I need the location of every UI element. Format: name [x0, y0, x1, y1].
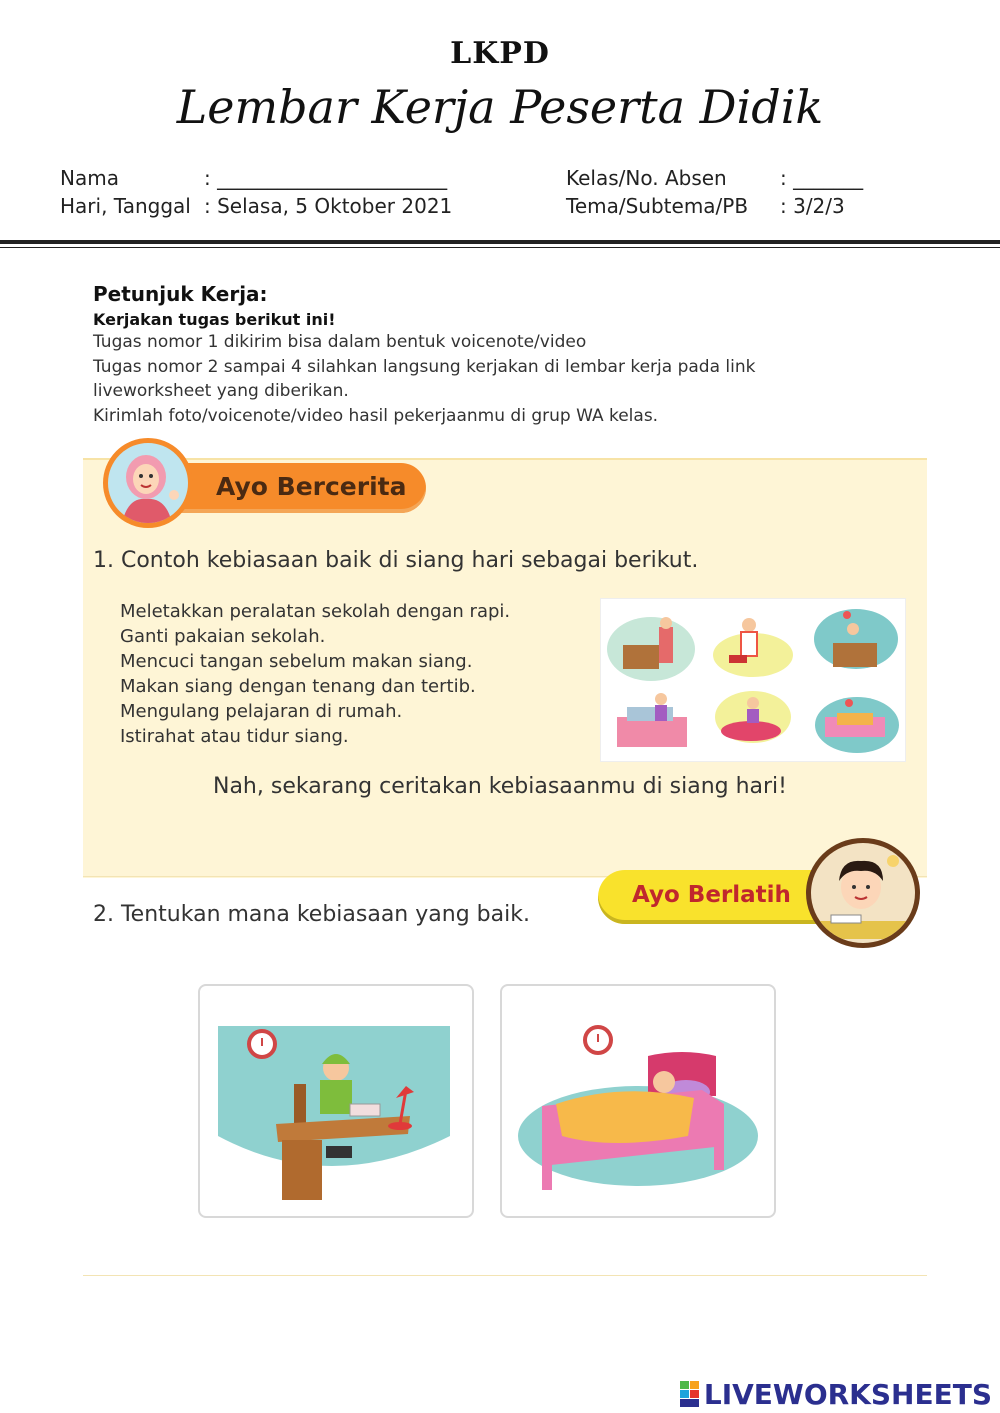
liveworksheets-logo-icon [680, 1381, 700, 1407]
kelas-field[interactable]: : _______ [780, 166, 864, 190]
petunjuk-bold-line: Kerjakan tugas berikut ini! [93, 310, 336, 329]
petunjuk-line: Tugas nomor 2 sampai 4 silahkan langsung kerjakan di lembar kerja pada link [93, 357, 756, 377]
header-divider [0, 240, 1000, 244]
header-divider-thin [0, 247, 1000, 248]
nama-label: Nama [60, 166, 119, 190]
liveworksheets-logo[interactable] [680, 1378, 992, 1411]
tema-label: Tema/Subtema/PB [566, 194, 749, 218]
hari-label: Hari, Tanggal [60, 194, 191, 218]
question-2: 2. Tentukan mana kebiasaan yang baik. [93, 902, 530, 927]
ayo-berlatih-banner [598, 870, 830, 924]
page-title: LKPD [450, 36, 550, 71]
habit-item: Mencuci tangan sebelum makan siang. [120, 651, 473, 672]
kelas-label: Kelas/No. Absen [566, 166, 727, 190]
petunjuk-heading: Petunjuk Kerja: [93, 282, 268, 306]
question-1: 1. Contoh kebiasaan baik di siang hari sebagai berikut. [93, 548, 699, 573]
ayo-bercerita-label: Ayo Bercerita [216, 472, 407, 501]
boy-avatar-icon [806, 838, 920, 948]
habit-item: Meletakkan peralatan sekolah dengan rapi. [120, 601, 511, 622]
tema-value: : 3/2/3 [780, 194, 845, 218]
habits-illustration [600, 598, 906, 762]
liveworksheets-logo-text: LIVEWORKSHEETS [703, 1378, 992, 1411]
habit-item: Istirahat atau tidur siang. [120, 726, 349, 747]
bottom-divider [83, 1275, 927, 1276]
habit-item: Mengulang pelajaran di rumah. [120, 701, 403, 722]
sleeping-picture[interactable] [500, 984, 776, 1218]
habit-item: Ganti pakaian sekolah. [120, 626, 326, 647]
petunjuk-line: Tugas nomor 1 dikirim bisa dalam bentuk voicenote/video [93, 332, 587, 352]
hari-value: : Selasa, 5 Oktober 2021 [204, 194, 453, 218]
prompt-text: Nah, sekarang ceritakan kebiasaanmu di siang hari! [212, 774, 787, 799]
petunjuk-line: liveworksheet yang diberikan. [93, 381, 349, 401]
habit-item: Makan siang dengan tenang dan tertib. [120, 676, 476, 697]
studying-picture[interactable] [198, 984, 474, 1218]
girl-avatar-icon [103, 438, 193, 528]
ayo-bercerita-banner [180, 463, 426, 513]
nama-field[interactable]: : _______________________ [204, 166, 448, 190]
ayo-berlatih-label: Ayo Berlatih [632, 882, 791, 908]
petunjuk-line: Kirimlah foto/voicenote/video hasil pekerjaanmu di grup WA kelas. [93, 406, 659, 426]
page-subtitle: Lembar Kerja Peserta Didik [176, 80, 824, 134]
